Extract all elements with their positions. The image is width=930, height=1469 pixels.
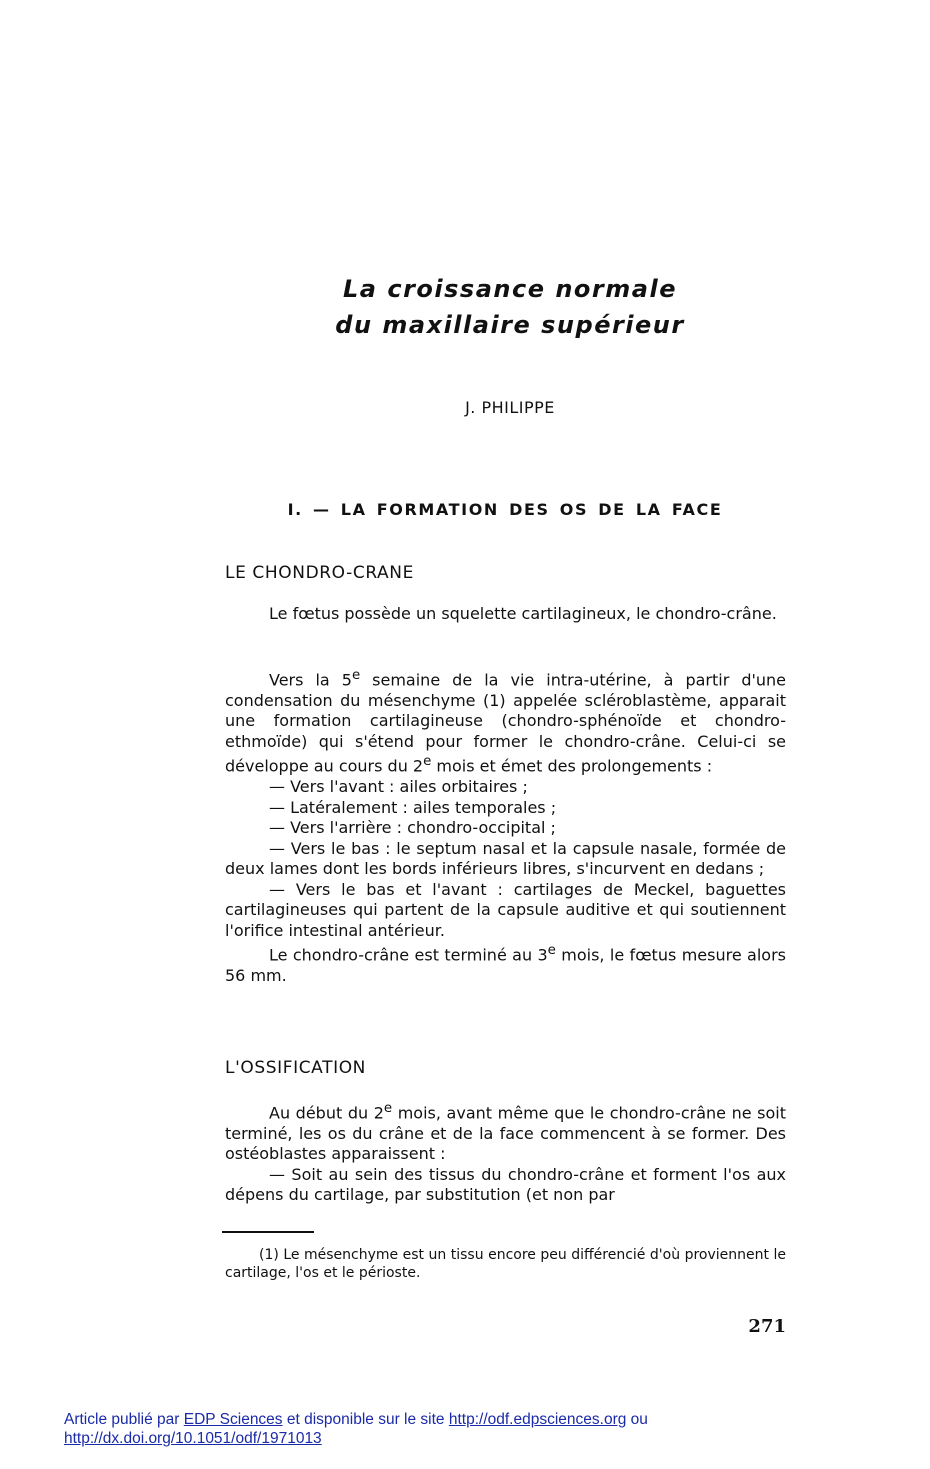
subheading-ossification: L'OSSIFICATION xyxy=(225,1058,366,1078)
paragraph-foetus xyxy=(225,604,786,625)
paragraph-chondro-crane-development xyxy=(225,666,786,986)
superscript: e xyxy=(351,668,361,683)
footnote-text: (1) Le mésenchyme est un tissu encore peu différencié d'où proviennent le cartilage, l'os et le périoste. xyxy=(225,1247,786,1281)
superscript: e xyxy=(547,943,556,959)
publisher-link[interactable]: EDP Sciences xyxy=(183,1411,283,1428)
footer-prefix: Article publié par xyxy=(64,1411,184,1428)
paragraph-text xyxy=(225,941,786,986)
paragraph-text: — Soit au sein des tissus du chondro-crâne et forment l'os aux dépens du cartilage, par substitution (et non par xyxy=(225,1164,786,1205)
paragraph-text xyxy=(225,666,786,777)
text-span: mois, avant même que le chondro-crâne ne soit terminé, les os du crâne et de la face commencent à se former. Des ostéoblastes apparaissent : xyxy=(225,1103,787,1164)
section-heading: I. — LA FORMATION DES OS DE LA FACE xyxy=(287,500,723,519)
author-name: J. PHILIPPE xyxy=(465,398,555,417)
text-span: mois et émet des prolongements : xyxy=(431,756,713,776)
doi-link[interactable]: http://dx.doi.org/10.1051/odf/1971013 xyxy=(64,1430,322,1447)
list-item: — Vers l'arrière : chondro-occipital ; xyxy=(269,818,556,838)
footer-suffix: ou xyxy=(626,1411,648,1428)
paragraph-ossification xyxy=(225,1099,786,1206)
article-title-line-2: du maxillaire supérieur xyxy=(335,311,685,339)
list-item: — Vers le bas : le septum nasal et la capsule nasale, formée de deux lames dont les bords inférieurs libres, s'incurvent en dedans ; xyxy=(225,838,786,879)
text-span: Vers la 5 xyxy=(269,670,352,690)
subheading-chondro-crane: LE CHONDRO-CRANE xyxy=(225,563,414,583)
page-number: 271 xyxy=(748,1316,786,1337)
superscript: e xyxy=(423,754,432,770)
text-span: Le chondro-crâne est terminé au 3 xyxy=(269,945,548,965)
article-title-line-1: La croissance normale xyxy=(343,275,677,303)
superscript: e xyxy=(383,1101,393,1116)
footer-middle: et disponible sur le site xyxy=(282,1411,449,1428)
footnote-divider xyxy=(222,1231,314,1233)
paragraph-text: Le fœtus possède un squelette cartilagineux, le chondro-crâne. xyxy=(269,604,777,623)
paragraph-text xyxy=(225,1099,786,1165)
list-item: — Vers le bas et l'avant : cartilages de Meckel, baguettes cartilagineuses qui partent de la capsule auditive et qui soutiennent l'orifice intestinal antérieur. xyxy=(225,879,786,940)
text-span: Au début du 2 xyxy=(269,1103,384,1123)
list-item: — Vers l'avant : ailes orbitaires ; xyxy=(269,777,528,797)
list-item: — Latéralement : ailes temporales ; xyxy=(269,797,557,817)
footnote xyxy=(225,1246,786,1282)
site-link[interactable]: http://odf.edpsciences.org xyxy=(448,1411,627,1428)
text-span: semaine de la vie intra-utérine, à partir d'une condensation du mésenchyme (1) appelée scléroblastème, apparait une formation cartilagineuse (chondro-sphénoïde et chondro-ethmoïde) qui s'étend pour former le chondro-crâne. Celui-ci se développe au cours du 2 xyxy=(225,670,786,776)
text-span: mois, le fœtus mesure alors 56 mm. xyxy=(225,945,786,985)
footer-attribution xyxy=(64,1410,864,1448)
